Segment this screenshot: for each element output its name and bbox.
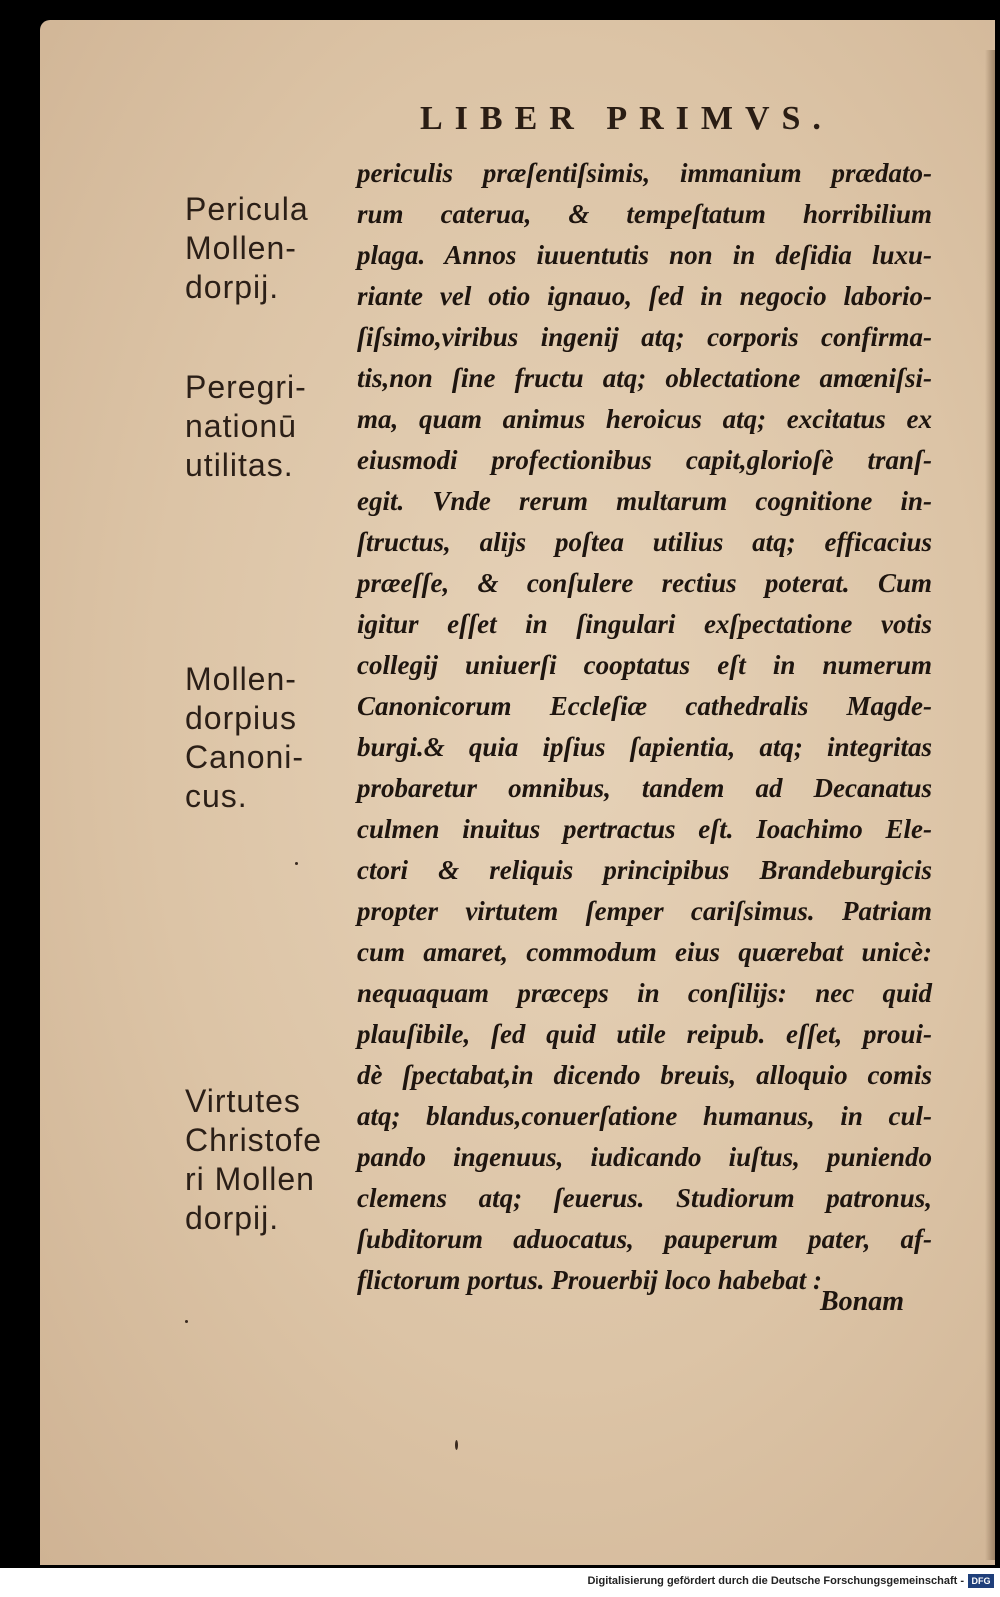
margin-note-line: dorpius	[185, 700, 297, 736]
ink-speck	[185, 1320, 188, 1323]
text-line: flictorum portus. Prouerbij loco habebat :	[357, 1265, 823, 1295]
text-line: eiusmodi profectionibus capit,glorioſè tranſ-	[357, 445, 932, 475]
text-line: ſtructus, alijs poſtea utilius atq; efficacius	[357, 527, 932, 557]
text-line: dè ſpectabat,in dicendo breuis, alloquio comis	[357, 1060, 932, 1090]
text-line: periculis præſentiſsimis, immanium prædato-	[357, 158, 932, 188]
margin-note-line: utilitas.	[185, 447, 294, 483]
text-line: atq; blandus,conuerſatione humanus, in cul-	[357, 1101, 932, 1131]
text-line: ſubditorum aduocatus, pauperum pater, af-	[357, 1224, 932, 1254]
margin-note-canonicus	[185, 660, 355, 816]
text-line: plaga. Annos iuuentutis non in deſidia luxu-	[357, 240, 932, 270]
catchword: Bonam	[820, 1286, 905, 1317]
text-line: riante vel otio ignauo, ſed in negocio laborio-	[357, 281, 932, 311]
dfg-logo: DFG	[968, 1574, 994, 1588]
margin-note-line: cus.	[185, 778, 248, 814]
margin-note-line: ri Mollen	[185, 1161, 315, 1197]
margin-note-line: dorpij.	[185, 269, 280, 305]
text-line: plauſibile, ſed quid utile reipub. eſſet, proui-	[357, 1019, 932, 1049]
text-line: igitur eſſet in ſingulari exſpectatione votis	[357, 609, 932, 639]
text-line: propter virtutem ſemper cariſsimus. Patriam	[357, 896, 932, 926]
margin-note-line: Pericula	[185, 191, 309, 227]
margin-note-line: Christofe	[185, 1122, 323, 1158]
margin-note-line: Mollen-	[185, 661, 297, 697]
text-line: burgi.& quia ipſius ſapientia, atq; integritas	[357, 732, 932, 762]
text-line: rum caterua, & tempeſtatum horribilium	[357, 199, 932, 229]
margin-note-line: Canoni-	[185, 739, 305, 775]
text-line: nequaquam præceps in conſilijs: nec quid	[357, 978, 932, 1008]
text-line: Canonicorum Eccleſiæ cathedralis Magde-	[357, 691, 932, 721]
digitization-footer	[0, 1568, 1000, 1597]
margin-note-line: Mollen-	[185, 230, 297, 266]
text-line: ſiſsimo,viribus ingenij atq; corporis confirma-	[357, 322, 932, 352]
text-line: clemens atq; ſeuerus. Studiorum patronus,	[357, 1183, 932, 1213]
running-header: LIBER PRIMVS.	[420, 100, 833, 137]
margin-note-pericula	[185, 190, 355, 307]
text-line: probaretur omnibus, tandem ad Decanatus	[357, 773, 932, 803]
text-line: præeſſe, & conſulere rectius poterat. Cum	[357, 568, 932, 598]
page-edge-shadow	[985, 50, 995, 1560]
funding-credit: Digitalisierung gefördert durch die Deutsche Forschungsgemeinschaft -	[587, 1575, 964, 1587]
ink-speck	[295, 862, 298, 865]
margin-note-line: Peregri-	[185, 369, 307, 405]
margin-note-line: nationū	[185, 408, 297, 444]
margin-note-line: Virtutes	[185, 1083, 301, 1119]
text-line: tis,non ſine fructu atq; oblectatione amœniſsi-	[357, 363, 932, 393]
text-line: egit. Vnde rerum multarum cognitione in-	[357, 486, 932, 516]
margin-note-line: dorpij.	[185, 1200, 280, 1236]
text-line: ma, quam animus heroicus atq; excitatus ex	[357, 404, 932, 434]
text-line: pando ingenuus, iudicando iuſtus, puniendo	[357, 1142, 932, 1172]
margin-note-peregrinationum	[185, 368, 355, 485]
text-line: cum amaret, commodum eius quærebat unicè:	[357, 937, 932, 967]
text-line: ctori & reliquis principibus Brandeburgicis	[357, 855, 932, 885]
ink-speck	[455, 1440, 458, 1450]
main-text-column	[357, 153, 932, 1301]
margin-note-virtutes	[185, 1082, 355, 1238]
text-line: collegij uniuerſi cooptatus eſt in numerum	[357, 650, 932, 680]
text-line: culmen inuitus pertractus eſt. Ioachimo Ele-	[357, 814, 932, 844]
